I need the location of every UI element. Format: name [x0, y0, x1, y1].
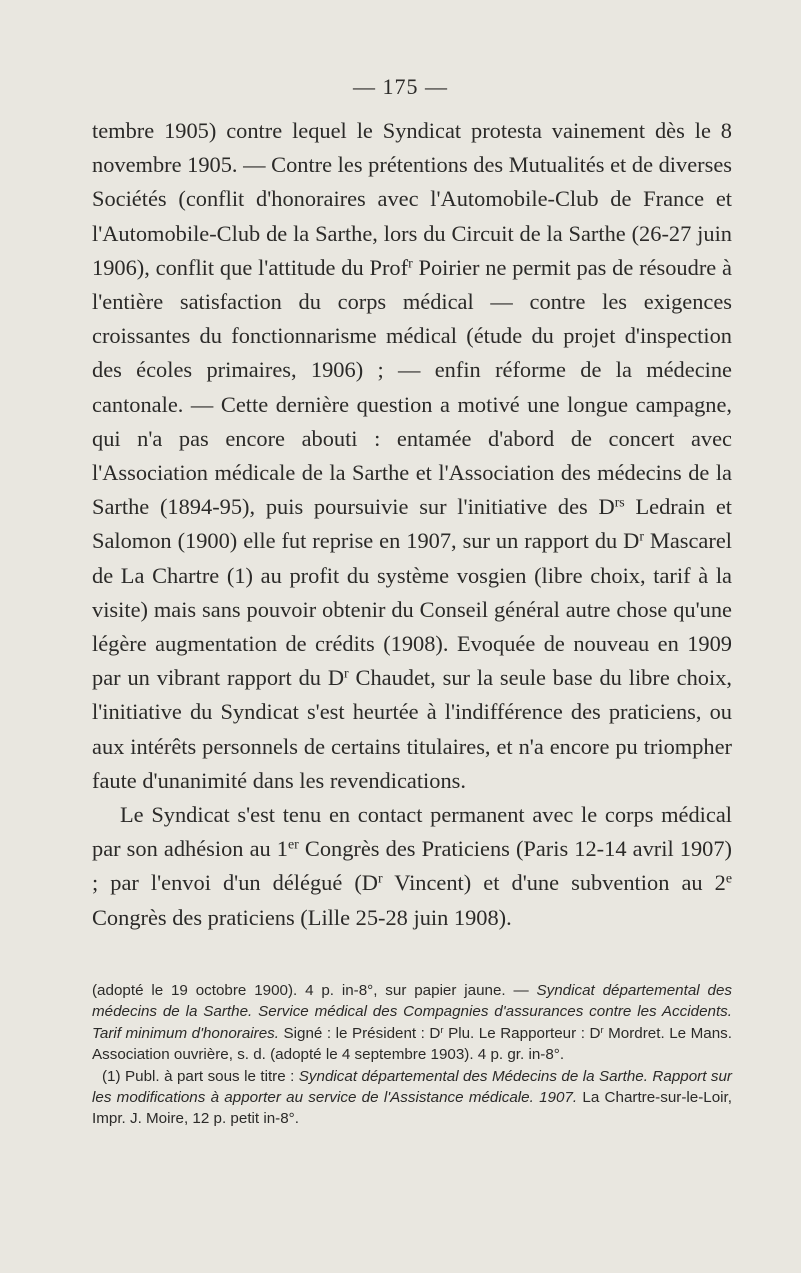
text-run: Le Syndicat s'est tenu en contact permanent avec le corps médical par son adhésion au 1: [92, 802, 732, 862]
superscript: er: [288, 837, 299, 853]
text-run: Chaudet, sur la seule base du libre choix, l'initiative du Syndicat s'est heurtée à l'indifférence des praticiens, ou aux intérêts personnels de certains titulaires, et n'a encore pu triompher faute d'unanimité dans les revendications.: [92, 665, 733, 793]
superscript: r: [408, 256, 413, 272]
superscript: rs: [614, 495, 625, 511]
superscript: r: [344, 666, 349, 682]
footnote: [92, 980, 732, 1066]
superscript: r: [600, 1023, 604, 1035]
text-run: La Chartre-sur-le-Loir, Impr. J. Moire, 12 p. petit in-8°.: [92, 1089, 732, 1128]
italic-title: Syndicat départemental des Médecins de la Sarthe. Rapport sur les modifications à apporter au service de l'Assistance médicale. 1907.: [92, 1067, 732, 1107]
text-run: Vincent) et d'une subvention au 2: [382, 870, 726, 896]
text-run: Plu. Le Rapporteur : D: [443, 1024, 601, 1042]
superscript: r: [440, 1023, 444, 1035]
text-run: Poirier ne permit pas de résoudre à l'entière satisfaction du corps médical — contre les exigences croissantes du fonctionnarisme médical (étude du projet d'inspection des écoles primaires, 1906) ; — enfin réforme de la médecine cantonale. — Cette dernière question a motivé une longue campagne, qui n'a pas encore abouti : entamée d'abord de concert avec l'Association médicale de la Sarthe et l'Association des médecins de la Sarthe (1894-95), puis poursuivie sur l'initiative des D: [92, 254, 732, 520]
main-text: [92, 114, 732, 935]
footnote: [92, 1066, 732, 1130]
text-run: tembre 1905) contre lequel le Syndicat protesta vainement dès le 8 novembre 1905. — Contre les prétentions des Mutualités et de diverses Sociétés (conflit d'honoraires avec l'Automobile-Club de France et l'Automobile-Club de la Sarthe, lors du Circuit de la Sarthe (26-27 juin 1906), conflit que l'attitude du Prof: [92, 118, 732, 280]
page-number: — 175 —: [353, 74, 448, 99]
text-run: Ledrain et Salomon (1900) elle fut reprise en 1907, sur un rapport du D: [92, 494, 732, 554]
text-run: Congrès des praticiens (Lille 25-28 juin 1908).: [92, 904, 512, 930]
superscript: r: [639, 529, 644, 545]
footnotes: [92, 980, 732, 1130]
paragraph: [92, 114, 732, 798]
superscript: r: [377, 871, 383, 887]
paragraph: [92, 798, 732, 935]
text-run: (1) Publ. à part sous le titre :: [102, 1067, 299, 1085]
italic-title: Syndicat départemental des médecins de la Sarthe. Service médical des Compagnies d'assurances contre les Accidents. Tarif minimum d'honoraires.: [92, 982, 732, 1042]
text-run: Signé : le Président : D: [278, 1024, 441, 1042]
text-run: Mordret. Le Mans. Association ouvrière, s. d. (adopté le 4 septembre 1903). 4 p. gr. in-8°.: [92, 1024, 732, 1064]
text-run: Mascarel de La Chartre (1) au profit du système vosgien (libre choix, tarif à la visite) mais sans pouvoir obtenir du Conseil général autre chose qu'une légère augmentation de crédits (1908). Evoquée de nouveau en 1909 par un vibrant rapport du D: [92, 528, 732, 691]
text-run: Congrès des Praticiens (Paris 12-14 avril 1907) ; par l'envoi d'un délégué (D: [92, 836, 732, 896]
text-run: (adopté le 19 octobre 1900). 4 p. in-8°, sur papier jaune. —: [92, 982, 537, 999]
superscript: e: [725, 871, 732, 887]
